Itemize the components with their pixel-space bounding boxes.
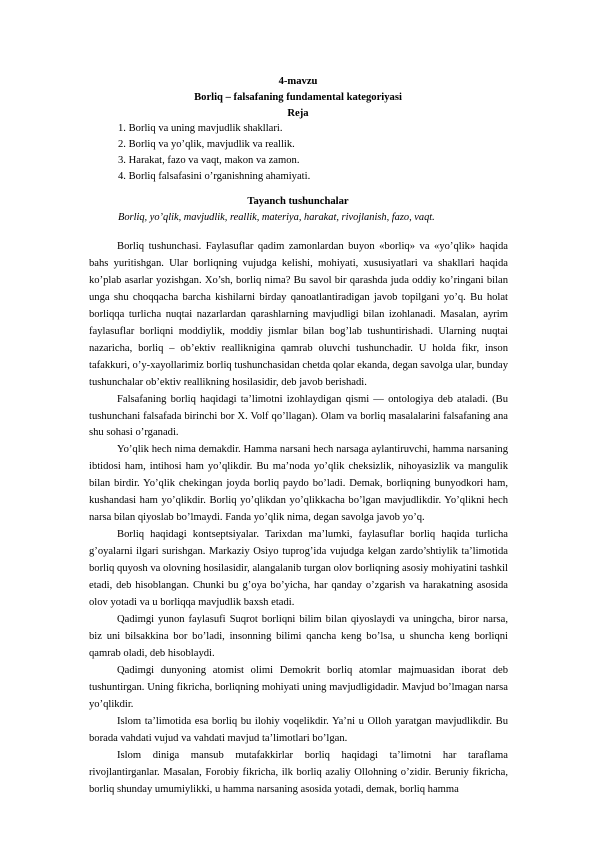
paragraph-ontologiya: Falsafaning borliq haqidagi ta’limotni izohlaydigan qismi — ontologiya deb ataladi. (Bu tushunchani falsafada birinchi bor X. Volf qo’llagan). Olam va borliq masalalarini falsafaning ana shu sohasi o’rganadi. (89, 393, 508, 439)
paragraph-yoqlik: Yo’qlik hech nima demakdir. Hamma narsani hech narsaga aylantiruvchi, hamma narsaning ibtidosi ham, intihosi ham yo’qlikdir. Bu ma’noda yo’qlik cheksizlik, nihoyasizlik va mangulik bilan birdir. Yo’qlik chekingan joyda borliq paydo bo’ladi. Demak, borliqning bunyodkori ham, kushandasi ham yo’qlikdir. Borliq yo’qlikdan yo’qlikkacha bo’lgan mavjudlikdir. Yo’qlikni hech narsa bilan qiyoslab bo’lmaydi. Fanda yo’qlik nima, degan savolga javob yo’q. (89, 444, 508, 524)
plan-item-2: 2. Borliq va yo’qlik, mavjudlik va reallik. (118, 139, 295, 150)
paragraph-borliq-tushunchasi: Borliq tushunchasi. Faylasuflar qadim zamonlardan buyon «borliq» va «yo’qlik» haqida bahs yuritishgan. Ular borliqning vujudga kelishi, mohiyati, xususiyatlari va shakllari haqida ko’plab asarlar yozishgan. Xo’sh, borliq nima? Bu savol bir qarashda juda oddiy ko’ringani bilan unga shu choqqacha barcha kishilarni birday qanoatlantiradigan javob topilgani yo’q. Bu holat borliqqa turlicha nuqtai nazarlardan qarashlarning mavjudligi bilan izohlanadi. Masalan, ayrim faylasuflar borliqni moddiylik, moddiy jismlar bilan bog’lab tushuntirishadi. Ularning nuqtai nazaricha, borliq – ob’ektiv realliknigina qamrab oluvchi tushunchadir. U holda fikr, inson tafakkuri, o’y-xayollarimiz borliq tushunchasidan chetda qolar ekanda, degan savolga ular, bunday tushunchalar ob’ektiv reallikning hosilasidir, deb javob berishadi. (89, 241, 508, 388)
paragraph-islom: Islom ta’limotida esa borliq bu ilohiy voqelikdir. Ya’ni u Olloh yaratgan mavjudlikdir. Bu borada vahdati vujud va vahdati mavjud ta’limotlari bo’lgan. (89, 715, 508, 744)
keywords-line: Borliq, yo’qlik, mavjudlik, reallik, materiya, harakat, rivojlanish, fazo, vaqt. (118, 212, 435, 223)
paragraph-mutafakkirlar: Islom diniga mansub mutafakkirlar borliq haqidagi ta’limotni har taraflama rivojlantirganlar. Masalan, Forobiy fikricha, ilk borliq azaliy Ollohning o’zidir. Beruniy fikricha, borliq shunday umumiylikki, u hamma narsaning asosida yotadi, demak, borliq hamma (89, 749, 508, 795)
topic-number: 4-mavzu (278, 76, 318, 87)
body-text (89, 239, 508, 798)
plan-heading: Reja (287, 108, 309, 119)
concepts-heading: Tayanch tushunchalar (247, 196, 349, 207)
plan-item-1: 1. Borliq va uning mavjudlik shakllari. (118, 123, 283, 134)
plan-item-3: 3. Harakat, fazo va vaqt, makon va zamon. (118, 155, 300, 166)
page-title: Borliq – falsafaning fundamental kategoriyasi (194, 92, 402, 103)
plan-item-4: 4. Borliq falsafasini o’rganishning ahamiyati. (118, 171, 311, 182)
paragraph-suqrot: Qadimgi yunon faylasufi Suqrot borliqni bilim bilan qiyoslaydi va uningcha, biror narsa, biz uni bilsakkina bor bo’ladi, insonning bilimi qancha keng bo’lsa, u shuncha keng borliqni qamrab oladi, deb hisoblaydi. (89, 613, 508, 659)
paragraph-demokrit: Qadimgi dunyoning atomist olimi Demokrit borliq atomlar majmuasidan iborat deb tushuntirgan. Uning fikricha, borliqning mohiyati uning mavjudligidadir. Mavjud bo’lmagan narsa yo’qlikdir. (89, 664, 508, 710)
paragraph-kontseptsiyalar: Borliq haqidagi kontseptsiyalar. Tarixdan ma’lumki, faylasuflar borliq haqida turlicha g’oyalarni ilgari surishgan. Markaziy Osiyo tuprog’ida vujudga kelgan zardo’shtiylik ta’limotida borliq quyosh va olovning hosilasidir, alangalanib turgan olov borliqning asosiy mohiyatini tashkil etadi, deb hisoblangan. Chunki bu g’oya bo’yicha, har qanday o’zgarish va harakatning asosida olov yotadi va u borliqqa mavjudlik baxsh etadi. (89, 529, 508, 609)
